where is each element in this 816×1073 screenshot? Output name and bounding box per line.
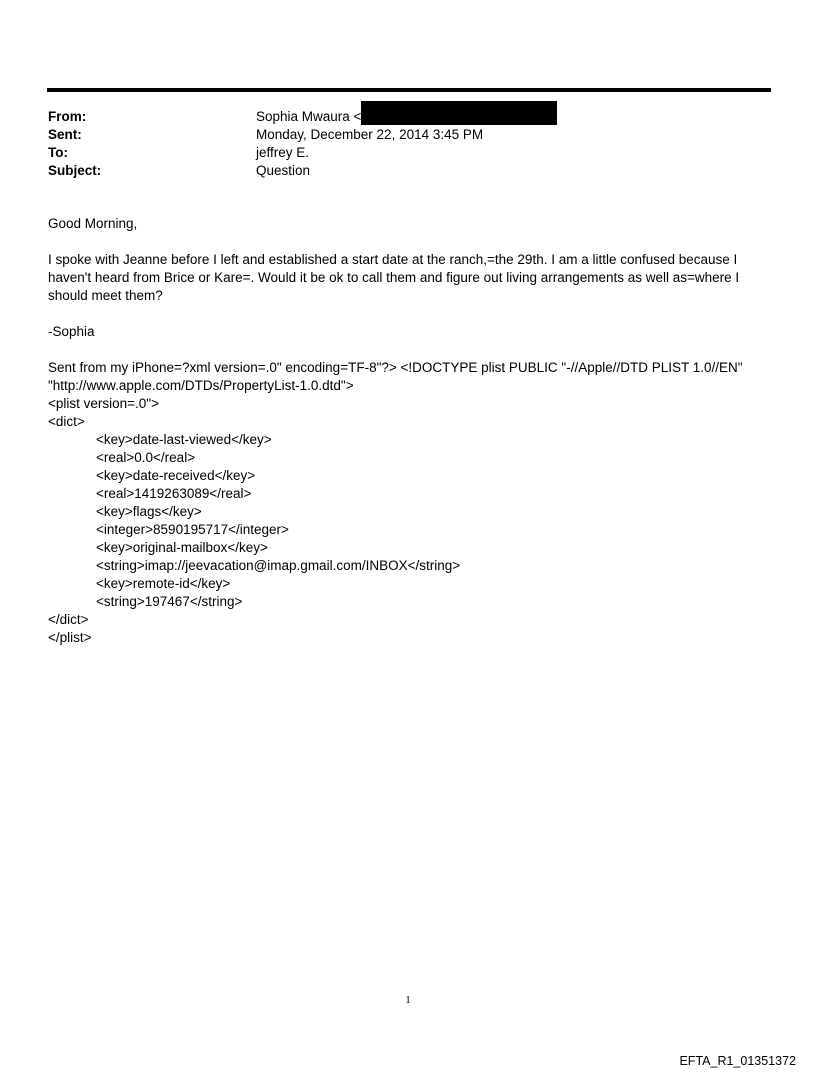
email-body bbox=[48, 215, 763, 647]
sent-value: Monday, December 22, 2014 3:45 PM bbox=[256, 127, 484, 142]
plist-line: <key>date-received</key> bbox=[96, 468, 256, 483]
subject-value: Question bbox=[256, 163, 311, 178]
from-name: Sophia Mwaura < bbox=[256, 109, 362, 124]
plist-line: <key>flags</key> bbox=[96, 504, 202, 519]
plist-line: <real>0.0</real> bbox=[96, 450, 196, 465]
plist-line: <integer>8590195717</integer> bbox=[96, 522, 289, 537]
plist-line: <key>remote-id</key> bbox=[96, 576, 231, 591]
plist-line: <string>imap://jeevacation@imap.gmail.com/INBOX</string> bbox=[96, 558, 461, 573]
message-paragraph: I spoke with Jeanne before I left and established a start date at the ranch,=the 29th. I am a little confused because I haven't heard from Brice or Kare=. Would it be ok to call them and figure out living arrangements as well as=where I should meet them? bbox=[48, 252, 743, 303]
from-value bbox=[256, 108, 557, 126]
plist-line: <real>1419263089</real> bbox=[96, 486, 252, 501]
plist-block bbox=[48, 359, 763, 647]
plist-line: <key>original-mailbox</key> bbox=[96, 540, 268, 555]
sent-label: Sent: bbox=[48, 127, 82, 142]
to-value: jeffrey E. bbox=[256, 145, 310, 160]
greeting: Good Morning, bbox=[48, 216, 138, 231]
redaction-block bbox=[361, 101, 557, 125]
from-row bbox=[48, 108, 748, 126]
email-header bbox=[48, 108, 748, 180]
plist-line: <key>date-last-viewed</key> bbox=[96, 432, 272, 447]
to-label: To: bbox=[48, 145, 68, 160]
dict-open: <dict> bbox=[48, 414, 85, 429]
header-divider bbox=[47, 88, 771, 92]
plist-open: <plist version=.0"> bbox=[48, 396, 159, 411]
document-id: EFTA_R1_01351372 bbox=[679, 1054, 796, 1068]
page-number: 1 bbox=[405, 994, 411, 1006]
dtd-url-line: "http://www.apple.com/DTDs/PropertyList-1.0.dtd"> bbox=[48, 378, 354, 393]
to-row bbox=[48, 144, 748, 162]
subject-label: Subject: bbox=[48, 163, 102, 178]
signoff: -Sophia bbox=[48, 324, 95, 339]
sent-row bbox=[48, 126, 748, 144]
plist-close: </plist> bbox=[48, 630, 92, 645]
sent-from-line: Sent from my iPhone=?xml version=.0" encoding=TF-8"?> <!DOCTYPE plist PUBLIC "-//Apple//DTD PLIST 1.0//EN" bbox=[48, 360, 743, 375]
from-label: From: bbox=[48, 109, 87, 124]
plist-line: <string>197467</string> bbox=[96, 594, 243, 609]
subject-row bbox=[48, 162, 748, 180]
dict-close: </dict> bbox=[48, 612, 89, 627]
